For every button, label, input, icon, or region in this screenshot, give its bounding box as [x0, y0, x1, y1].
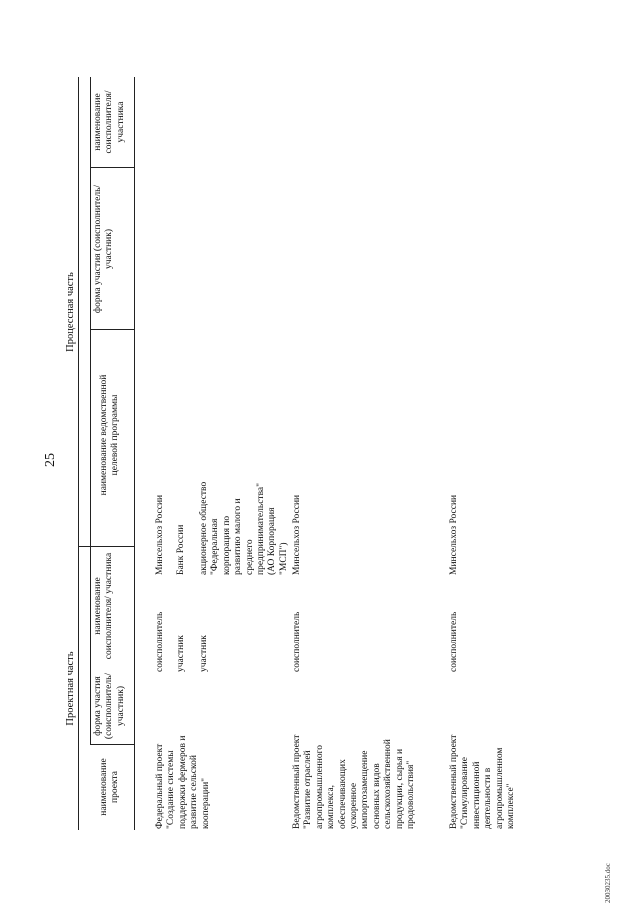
coexec-cell: Минсельхоз России	[292, 494, 302, 575]
column-divider	[90, 329, 134, 330]
table-rule	[90, 77, 91, 745]
form-cell: участник	[199, 635, 209, 672]
coexec-cell: Минсельхоз России	[449, 494, 459, 575]
form-cell: участник	[176, 635, 186, 672]
form-cell: соисполнитель	[449, 611, 459, 672]
coexec-cell: акционерное общество "Федеральная корпорация по развитию малого и среднего предпринимательства" (АО Корпорация "МСП")	[199, 481, 289, 575]
header-process-coexec: наименование соисполнителя/ участника	[93, 90, 126, 154]
project-name-cell: Ведомственный проект "Стимулирование инвестиционной деятельности в агропромышленном комплексе"	[449, 734, 517, 829]
header-process-form: форма участия (соисполнитель/ участник)	[93, 184, 115, 314]
table-rule	[134, 77, 135, 830]
form-cell: соисполнитель	[292, 611, 302, 672]
form-cell: соисполнитель	[155, 611, 165, 672]
process-part-header: Процессная часть	[65, 272, 76, 352]
header-project-form: форма участия (соисполнитель/ участник)	[93, 672, 126, 740]
header-project-coexec: наименование соисполнителя/ участника	[93, 552, 115, 660]
coexec-cell: Банк России	[176, 524, 186, 575]
coexec-cell: Минсельхоз России	[155, 494, 165, 575]
header-program-name: наименование ведомственной целевой программы	[99, 374, 121, 496]
file-name-footer: 20030235.doc	[604, 863, 612, 903]
column-divider	[78, 546, 134, 547]
project-name-cell: Федеральный проект "Создание системы поддержки фермеров и развитие сельской кооперации"	[155, 735, 211, 829]
header-project-name: наименование проекта	[99, 758, 121, 816]
page-number: 25	[43, 453, 58, 467]
column-divider	[90, 167, 134, 168]
project-part-header: Проектная часть	[65, 651, 76, 726]
table-rule	[78, 77, 79, 830]
column-divider	[90, 744, 134, 745]
project-name-cell: Ведомственный проект "Развитие отраслей агропромышленного комплекса, обеспечивающих ускоренное импортозамещение основных видов сельскохозяйственной продукции, сырья и продовольствия"	[292, 734, 417, 829]
